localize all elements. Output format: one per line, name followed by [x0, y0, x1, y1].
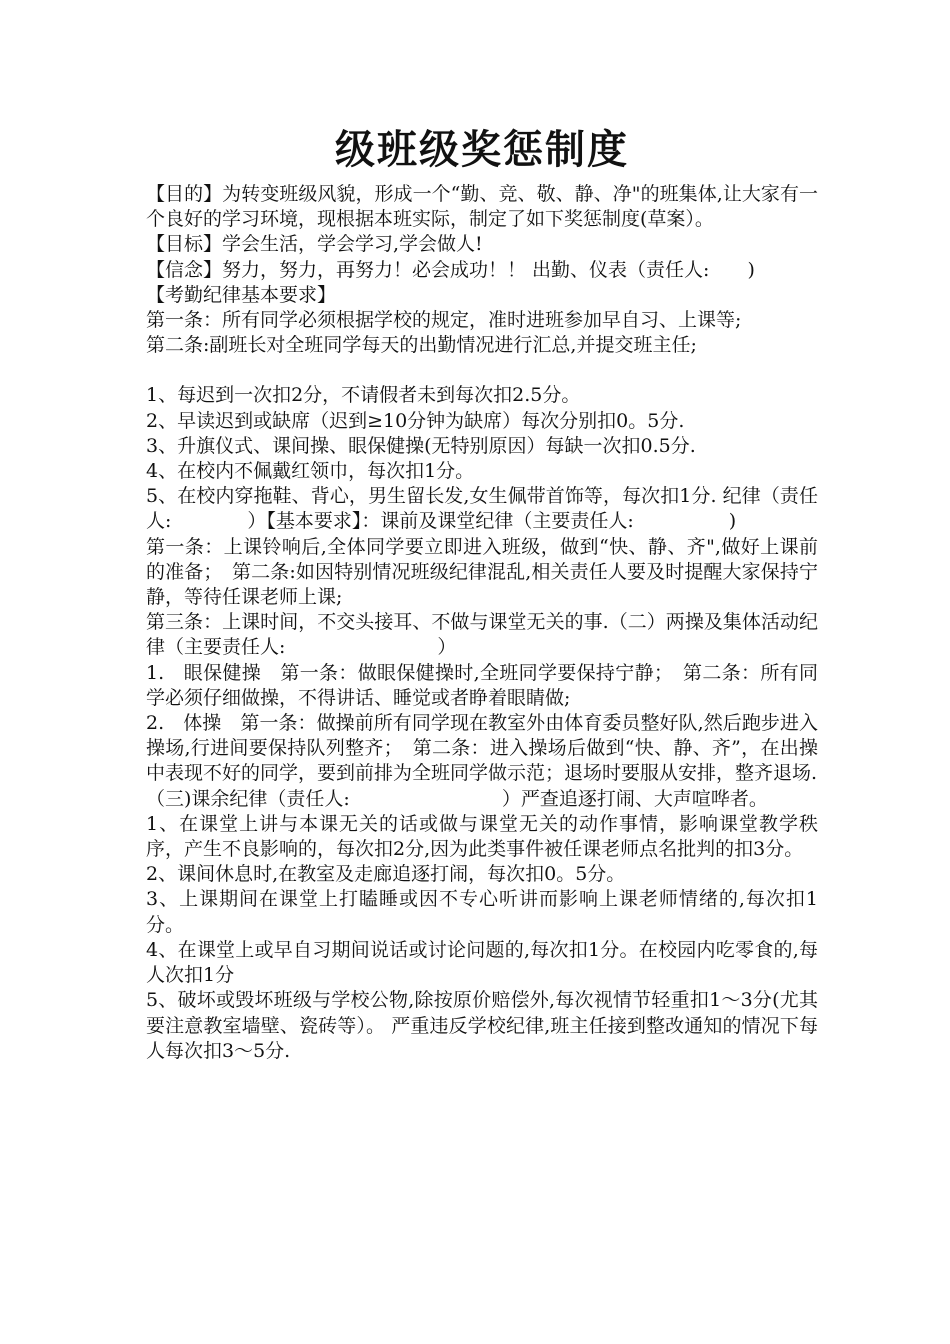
document-title: 级班级奖惩制度: [335, 127, 629, 173]
paragraph-item-dress: 5、在校内穿拖鞋、背心，男生留长发,女生佩带首饰等，每次扣1分. 纪律（责任人: ）【基本要求】：课前及课堂纪律（主要责任人: ): [146, 485, 818, 533]
paragraph-item-flag-ceremony: 3、升旗仪式、课间操、眼保健操(无特别原因）每缺一次扣0.5分.: [146, 434, 696, 457]
paragraph-penalty-3: 3、上课期间在课堂上打瞌睡或因不专心听讲而影响上课老师情绪的,每次扣1分。: [146, 888, 818, 936]
paragraph-purpose: 【目的】为转变班级风貌，形成一个“勤、竞、敬、静、净"的班集体,让大家有一个良好的学习环境，现根据本班实际，制定了如下奖惩制度(草案）。: [146, 183, 818, 231]
paragraph-penalty-2: 2、课间休息时,在教室及走廊追逐打闹，每次扣0。5分。: [146, 863, 626, 886]
paragraph-penalty-5: 5、破坏或毁坏班级与学校公物,除按原价赔偿外,每次视情节轻重扣1～3分(尤其要注意教室墙壁、瓷砖等）。 严重违反学校纪律,班主任接到整改通知的情况下每人每次扣3～5分.: [146, 989, 818, 1062]
paragraph-attendance-rule-1: 第一条：所有同学必须根据学校的规定，准时进班参加早自习、上课等;: [146, 309, 742, 332]
paragraph-item-morning-reading: 2、早读迟到或缺席（迟到≥10分钟为缺席）每次分别扣0。5分.: [146, 409, 685, 432]
paragraph-belief: 【信念】努力，努力，再努力！必会成功！！ 出勤、仪表（责任人: ): [146, 258, 755, 281]
paragraph-class-rule-1-2: 第一条：上课铃响后,全体同学要立即进入班级，做到“快、静、齐",做好上课前的准备； 第二条:如因特别情况班级纪律混乱,相关责任人要及时提醒大家保持宁静，等待任课老师上课;: [146, 535, 818, 609]
paragraph-class-rule-3: 第三条：上课时间，不交头接耳、不做与课堂无关的事.（二）两操及集体活动纪律（主要责任人: ）: [146, 611, 818, 659]
document-page: [146, 120, 818, 1064]
paragraph-penalty-4: 4、在课堂上或早自习期间说话或讨论问题的,每次扣1分。在校园内吃零食的,每人次扣1分: [146, 938, 818, 987]
paragraph-goal: 【目标】学会生活，学会学习,学会做人!: [146, 233, 483, 256]
paragraph-after-class-heading: （三)课余纪律（责任人: ）严查追逐打闹、大声喧哗者。: [146, 787, 768, 810]
paragraph-gym-exercise: 2. 体操 第一条：做操前所有同学现在教室外由体育委员整好队,然后跑步进入操场,行进间要保持队列整齐； 第二条：进入操场后做到“快、静、齐”，在出操中表现不好的同学，要到前排为全班同学做示范；退场时要服从安排，整齐退场.: [146, 712, 818, 785]
paragraph-eye-exercise: 1. 眼保健操 第一条：做眼保健操时,全班同学要保持宁静； 第二条：所有同学必须仔细做操，不得讲话、睡觉或者睁着眼睛做;: [146, 661, 818, 709]
document-body: [146, 182, 818, 1064]
paragraph-item-late: 1、每迟到一次扣2分，不请假者未到每次扣2.5分。: [146, 384, 581, 407]
paragraph-attendance-rule-2: 第二条:副班长对全班同学每天的出勤情况进行汇总,并提交班主任;: [146, 334, 697, 357]
paragraph-item-red-scarf: 4、在校内不佩戴红领巾，每次扣1分。: [146, 460, 475, 483]
paragraph-attendance-heading: 【考勤纪律基本要求】: [146, 283, 337, 306]
paragraph-penalty-1: 1、在课堂上讲与本课无关的话或做与课堂无关的动作事情，影响课堂教学秩序，产生不良影响的，每次扣2分,因为此类事件被任课老师点名批判的扣3分。: [146, 812, 818, 861]
blank-line: [146, 358, 818, 383]
